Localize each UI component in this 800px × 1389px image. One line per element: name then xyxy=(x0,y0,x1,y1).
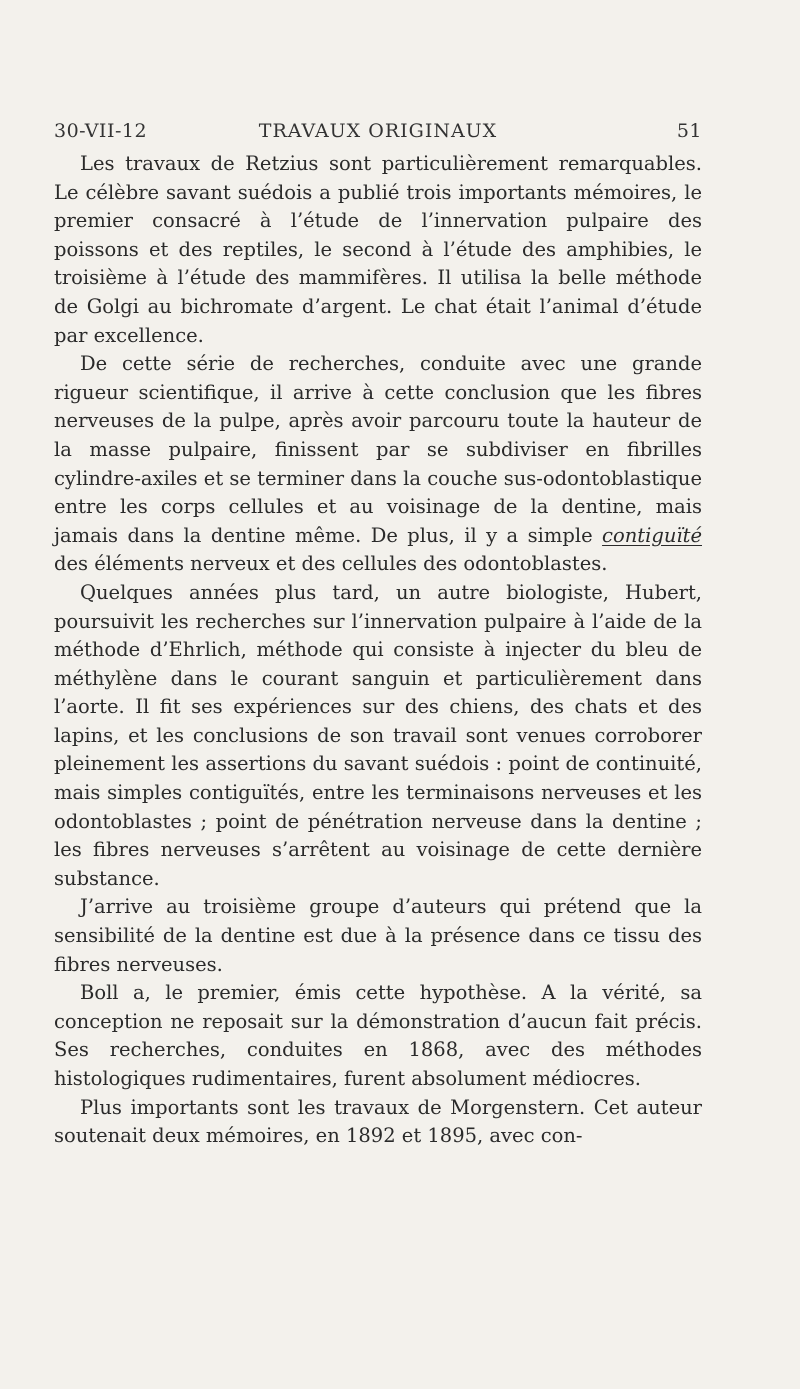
emphasized-word: contiguïté xyxy=(602,523,702,547)
paragraph-third-group: J’arrive au troisième groupe d’auteurs qui prétend que la sensibilité de la dentine est due à la présence dans ce tissu des fibres nerveuses. xyxy=(54,895,702,976)
paragraph-hubert: Quelques années plus tard, un autre biologiste, Hubert, poursuivit les recherches sur l’innervation pulpaire à l’aide de la méthode d’Ehrlich, méthode qui consiste à injecter du bleu de méthylène dans le courant sanguin et particulièrement dans l’aorte. Il fit ses expériences sur des chiens, des chats et des lapins, et les conclusions de son travail sont venues corroborer pleinement les assertions du savant suédois : point de continuité, mais simples contiguïtés, entre les terminaisons nerveuses et les odontoblastes ; point de pénétration nerveuse dans la dentine ; les fibres nerveuses s’arrêtent au voisinage de cette dernière substance. xyxy=(54,580,702,890)
paragraph-boll: Boll a, le premier, émis cette hypothèse. A la vérité, sa conception ne reposait sur la démonstration d’aucun fait précis. Ses recherches, conduites en 1868, avec des méthodes histologiques rudimentaires, furent absolument médiocres. xyxy=(54,981,702,1090)
issue-date: 30-VII-12 xyxy=(54,120,148,142)
running-head xyxy=(54,112,702,150)
paragraph-morgenstern: Plus importants sont les travaux de Morgenstern. Cet auteur soutenait deux mémoires, en 1892 et 1895, avec con- xyxy=(54,1095,702,1148)
paragraph-retzius: Les travaux de Retzius sont particulièrement remarquables. Le célèbre savant suédois a publié trois importants mémoires, le premier consacré à l’étude de l’innervation pulpaire des poissons et des reptiles, le second à l’étude des amphibies, le troisième à l’étude des mammifères. Il utilisa la belle méthode de Golgi au bichromate d’argent. Le chat était l’animal d’étude par excellence. xyxy=(54,152,702,347)
paragraph-text: De cette série de recherches, conduite avec une grande rigueur scientifique, il arrive à cette conclusion que les fibres nerveuses de la pulpe, après avoir parcouru toute la hauteur de la masse pulpaire, finissent par se subdiviser en fibrilles cylindre-axiles et se terminer dans la couche sus-odontoblastique entre les corps cellules et au voisinage de la dentine, mais jamais dans la dentine même. De plus, il y a simple xyxy=(54,352,702,547)
book-page xyxy=(54,112,702,1151)
paragraph-text: des éléments nerveux et des cellules des odontoblastes. xyxy=(54,552,608,576)
page-number: 51 xyxy=(676,120,702,142)
section-title: TRAVAUX ORIGINAUX xyxy=(258,120,498,142)
paragraph-retzius-conclusion xyxy=(54,350,702,579)
